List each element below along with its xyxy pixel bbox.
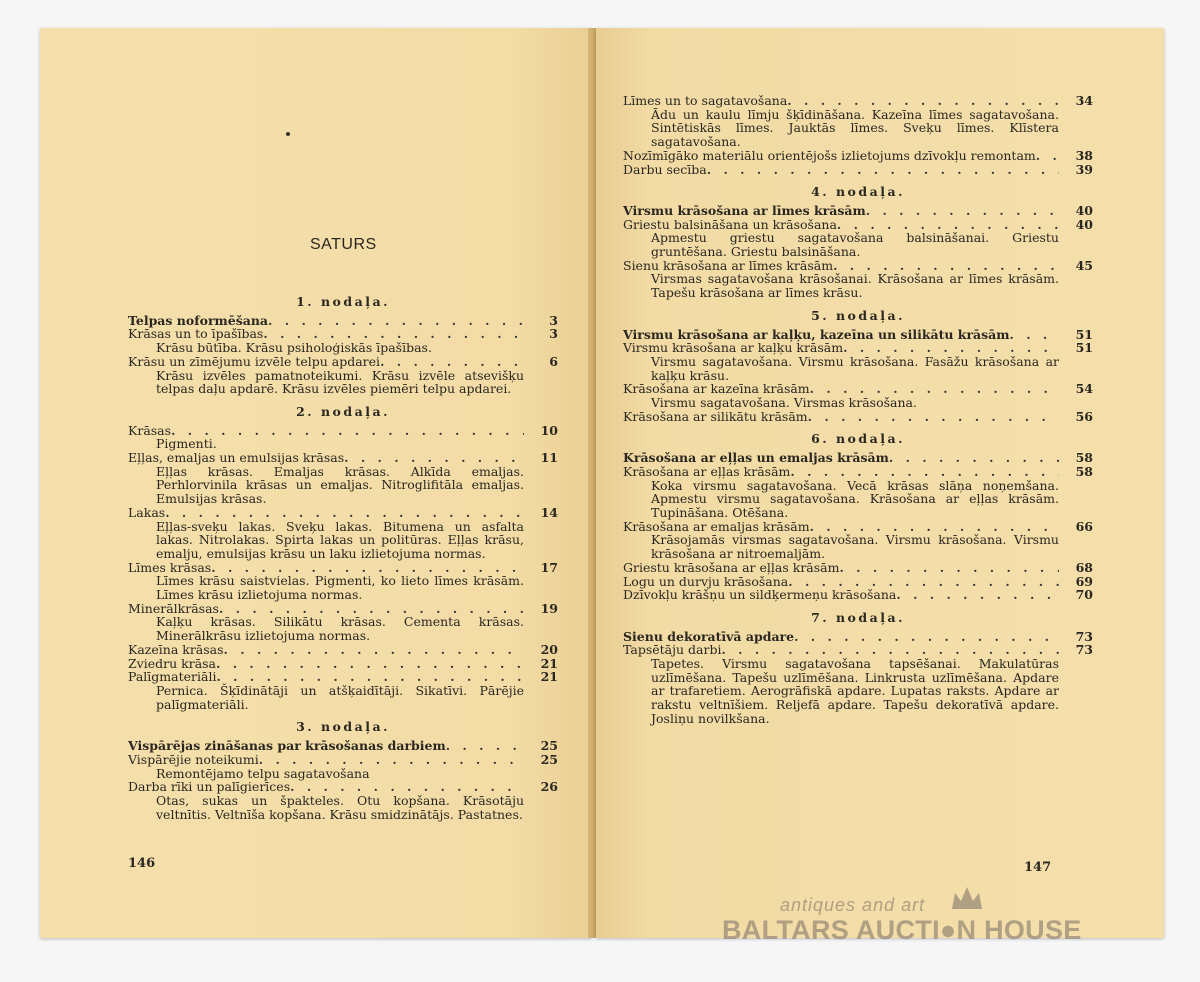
toc-entry-title: Palīgmateriāli [128, 669, 217, 685]
toc-entry-title: Griestu balsināšana un krāsošana [623, 216, 837, 232]
watermark-tagline: antiques and art [780, 895, 926, 915]
chapter-heading: 5. nodaļa. [811, 307, 905, 323]
toc-entry-line [128, 314, 558, 328]
toc-entry-line [128, 451, 558, 465]
toc-entry-subtopics: Otas, sukas un špakteles. Otu kopšana. Krāsotāju veltnītis. Veltnīša kopšana. Krāsu smidzinātājs. Pastatnes. [156, 792, 524, 822]
left-page [40, 28, 592, 938]
toc-entry-subtopics: Krāsu izvēles pamatnoteikumi. Krāsu izvēle atsevišķu telpas daļu apdarē. Krāsu izvēles piemēri telpu apdarei. [156, 367, 524, 397]
toc-entry-subtopics: Apmestu griestu sagatavošana balsināšanai. Griestu gruntēšana. Griestu balsināšana. [651, 230, 1059, 260]
toc-entry-line [623, 328, 1093, 342]
toc-page-number: 66 [1075, 518, 1093, 534]
toc-entry-line [623, 520, 1093, 534]
toc-entry [623, 218, 1093, 259]
toc-entry-subtopics: Virsmu sagatavošana. Virsmu krāsošana. Fasāžu krāsošana ar kaļķu krāsu. [651, 353, 1059, 383]
dot-leader [216, 670, 524, 684]
toc-entry-title: Logu un durvju krāsošana [623, 573, 789, 589]
left-toc [128, 286, 558, 821]
toc-page-number: 3 [549, 326, 558, 342]
toc-entry-line [623, 410, 1093, 424]
toc-entry-line [128, 643, 558, 657]
chapter-heading: 4. nodaļa. [811, 184, 905, 200]
toc-page-number: 17 [540, 559, 558, 575]
toc-page-number: 51 [1075, 340, 1093, 356]
toc-entry-line [623, 575, 1093, 589]
page-number-right: 147 [1024, 860, 1052, 875]
toc-entry-title: Lakas [128, 504, 166, 520]
toc-entry [623, 630, 1093, 644]
toc-entry-title: Virsmu krāsošana ar kaļķu krāsām [623, 340, 844, 356]
toc-entry-title: Krāsošana ar silikātu krāsām [623, 408, 808, 424]
toc-page-number: 25 [540, 738, 558, 754]
dot-leader [211, 561, 524, 575]
toc-entry-line [128, 602, 558, 616]
toc-entry [128, 739, 558, 753]
toc-page-number: 51 [1075, 326, 1093, 342]
toc-entry [128, 670, 558, 711]
watermark [722, 895, 1122, 955]
toc-page-number: 20 [540, 641, 558, 657]
toc-page-number: 14 [540, 504, 558, 520]
toc-entry-line [623, 218, 1093, 232]
toc-entry [128, 506, 558, 561]
toc-page-number: 58 [1075, 450, 1093, 466]
toc-entry [128, 561, 558, 602]
dot-leader [219, 602, 524, 616]
toc-entry [623, 94, 1093, 149]
toc-entry [623, 465, 1093, 520]
toc-entry [623, 341, 1093, 382]
chapter-heading: 6. nodaļa. [811, 431, 905, 447]
toc-entry-title: Krāsošana ar kazeīna krāsām [623, 381, 810, 397]
ink-dot [286, 132, 290, 136]
toc-entry-title: Krāsošana ar emaljas krāsām [623, 518, 810, 534]
crown-icon [950, 885, 984, 911]
dot-leader [263, 327, 524, 341]
dot-leader [788, 575, 1059, 589]
toc-entry [128, 780, 558, 821]
toc-entry-title: Minerālkrāsas [128, 600, 219, 616]
dot-leader [1036, 149, 1059, 163]
toc-entry [128, 657, 558, 671]
contents-title: SATURS [310, 236, 377, 253]
toc-page-number: 73 [1075, 628, 1093, 644]
toc-entry-subtopics: Pigmenti. [156, 436, 217, 452]
dot-leader [290, 780, 524, 794]
toc-entry [623, 410, 1093, 424]
dot-leader [707, 163, 1059, 177]
toc-page-number: 58 [1075, 463, 1093, 479]
toc-page-number: 56 [1075, 408, 1093, 424]
toc-entry [128, 327, 558, 354]
toc-page-number: 40 [1075, 202, 1093, 218]
toc-entry-title: Sienu krāsošana ar līmes krāsām [623, 257, 834, 273]
dot-leader [839, 561, 1059, 575]
toc-page-number: 11 [540, 450, 558, 466]
toc-entry-line [623, 588, 1093, 602]
toc-entry-subtopics: Koka virsmu sagatavošana. Vecā krāsas slāņa noņemšana. Apmestu virsmu sagatavošana. Krāsošana ar eļļas krāsām. Tupināšana. Otēšana. [651, 477, 1059, 520]
toc-entry [128, 643, 558, 657]
toc-entry [623, 561, 1093, 575]
dot-leader [889, 451, 1059, 465]
chapter-heading: 2. nodaļa. [296, 403, 390, 419]
toc-entry-title: Vispārējas zināšanas par krāsošanas darbiem [128, 738, 446, 754]
toc-entry-line [623, 643, 1093, 657]
toc-entry-subtopics: Eļļas krāsas. Emaljas krāsas. Alkīda emaljas. Perhlorvinila krāsas un emaljas. Nitroglifitāla emaljas. Emulsijas krāsas. [156, 463, 524, 507]
chapter-heading: 1. nodaļa. [296, 294, 390, 309]
toc-entry-line [128, 670, 558, 684]
toc-entry-title: Griestu krāsošana ar eļļas krāsām [623, 559, 840, 575]
toc-entry-line [128, 355, 558, 369]
toc-entry-line [623, 465, 1093, 479]
toc-page-number: 68 [1075, 559, 1093, 575]
toc-entry-title: Telpas noformēšana [128, 312, 269, 328]
toc-entry [623, 259, 1093, 300]
toc-page-number: 19 [540, 600, 558, 616]
toc-entry-title: Krāsas un to īpašības [128, 326, 264, 342]
dot-leader [216, 657, 524, 671]
toc-entry-title: Krāsu un zīmējumu izvēle telpu apdarei [128, 353, 381, 369]
chapter-heading: 3. nodaļa. [296, 719, 390, 735]
toc-page-number: 21 [540, 669, 558, 685]
toc-entry-title: Dzīvokļu krāšņu un sildķermeņu krāsošana [623, 587, 897, 603]
toc-entry-line [623, 630, 1093, 644]
toc-page-number: 69 [1075, 573, 1093, 589]
toc-entry-line [623, 451, 1093, 465]
toc-entry [128, 355, 558, 396]
toc-entry-line [128, 561, 558, 575]
toc-page-number: 6 [549, 353, 558, 369]
dot-leader [268, 314, 524, 328]
toc-page-number: 10 [540, 422, 558, 438]
toc-entry-title: Kazeīna krāsas [128, 641, 224, 657]
toc-entry [623, 149, 1093, 163]
dot-leader [1010, 328, 1059, 342]
toc-entry-line [623, 382, 1093, 396]
dot-leader [896, 588, 1059, 602]
dot-leader [165, 506, 524, 520]
dot-leader [808, 410, 1059, 424]
toc-entry-title: Līmes krāsas [128, 559, 212, 575]
toc-entry-title: Krāsošana ar eļļas krāsām [623, 463, 791, 479]
toc-entry [623, 163, 1093, 177]
dot-leader [787, 94, 1059, 108]
toc-entry-line [623, 149, 1093, 163]
toc-entry-line [128, 424, 558, 438]
dot-leader [171, 424, 524, 438]
dot-leader [837, 218, 1059, 232]
toc-entry [128, 314, 558, 328]
toc-entry-line [623, 94, 1093, 108]
toc-entry-title: Sienu dekoratīvā apdare [623, 628, 795, 644]
toc-page-number: 73 [1075, 642, 1093, 658]
toc-entry-line [128, 739, 558, 753]
dot-leader [224, 643, 524, 657]
toc-entry [128, 451, 558, 506]
dot-leader [843, 341, 1059, 355]
toc-entry-title: Nozīmīgāko materiālu orientējošs izlietojums dzīvokļu remontam [623, 147, 1036, 163]
toc-entry-line [623, 561, 1093, 575]
toc-entry-line [623, 204, 1093, 218]
toc-entry-title: Virsmu krāsošana ar kaļķu, kazeīna un silikātu krāsām [623, 326, 1010, 342]
toc-entry-title: Vispārējie noteikumi [128, 751, 259, 767]
toc-entry-line [128, 753, 558, 767]
dot-leader [866, 204, 1059, 218]
toc-entry-subtopics: Krāsojamās virsmas sagatavošana. Virsmu krāsošana. Virsmu krāsošana ar nitroemaljām. [651, 532, 1059, 562]
toc-entry-line [128, 657, 558, 671]
toc-entry-subtopics: Ādu un kaulu līmju šķīdināšana. Kazeīna līmes sagatavošana. Sintētiskās līmes. Jauktās līmes. Sveķu līmes. Klīstera sagatavošana. [651, 106, 1059, 150]
toc-entry-line [128, 780, 558, 794]
toc-entry-subtopics: Līmes krāsu saistvielas. Pigmenti, ko lieto līmes krāsām. Līmes krāsu izlietojuma normas. [156, 573, 524, 603]
toc-entry-title: Darbu secība [623, 161, 707, 177]
toc-page-number: 25 [540, 751, 558, 767]
dot-leader [790, 465, 1059, 479]
toc-page-number: 39 [1075, 161, 1093, 177]
toc-entry-subtopics: Eļļas-sveķu lakas. Sveķu lakas. Bitumena un asfalta lakas. Nitrolakas. Spirta lakas un politūras. Eļļas krāsu, emalju, emulsijas krāsu un laku izlietojuma normas. [156, 518, 524, 561]
toc-entry [623, 588, 1093, 602]
chapter-heading: 7. nodaļa. [811, 609, 905, 625]
toc-entry [623, 328, 1093, 342]
toc-page-number: 3 [549, 312, 558, 328]
toc-entry-line [623, 163, 1093, 177]
toc-entry-title: Krāsošana ar eļļas un emaljas krāsām [623, 450, 889, 466]
toc-entry-title: Līmes un to sagatavošana [623, 93, 788, 108]
toc-page-number: 45 [1075, 257, 1093, 273]
toc-page-number: 70 [1075, 587, 1093, 603]
watermark-brand: BALTARS AUCTI●N HOUSE [722, 915, 1082, 945]
toc-entry [623, 204, 1093, 218]
toc-page-number: 54 [1075, 381, 1093, 397]
toc-entry-subtopics: Kaļķu krāsas. Silikātu krāsas. Cementa krāsas. Minerālkrāsu izlietojuma normas. [156, 614, 524, 644]
toc-entry [623, 520, 1093, 561]
toc-entry [128, 753, 558, 780]
toc-entry-title: Eļļas, emaljas un emulsijas krāsas [128, 450, 345, 466]
toc-entry-title: Krāsas [128, 422, 172, 438]
dot-leader [833, 259, 1059, 273]
toc-entry-subtopics: Virsmas sagatavošana krāsošanai. Krāsošana ar līmes krāsām. Tapešu krāsošana ar līmes krāsu. [651, 271, 1059, 301]
toc-page-number: 26 [540, 779, 558, 795]
toc-entry-subtopics: Tapetes. Virsmu sagatavošana tapsēšanai. Makulatūras uzlīmēšana. Tapešu uzlīmēšana. Linkrusta uzlīmēšana. Apdare ar trafaretiem. Aerogrāfiskā apdare. Lupatas raksts. Apdare ar rakstu veltnīšiem. Reljefā apdare. Tapešu dekoratīvā apdare. Josliņu novilkšana. [651, 656, 1059, 726]
toc-entry-subtopics: Pernica. Šķīdinātāji un atšķaidītāji. Sikatīvi. Pārējie palīgmateriāli. [156, 682, 524, 712]
toc-entry [623, 451, 1093, 465]
toc-page-number: 40 [1075, 216, 1093, 232]
dot-leader [446, 739, 524, 753]
toc-entry-line [128, 506, 558, 520]
page-number-left: 146 [128, 856, 156, 871]
dot-leader [721, 643, 1059, 657]
toc-entry-line [623, 341, 1093, 355]
dot-leader [810, 520, 1059, 534]
toc-entry [128, 602, 558, 643]
dot-leader [810, 382, 1059, 396]
toc-entry-title: Virsmu krāsošana ar līmes krāsām [623, 202, 866, 218]
toc-entry-subtopics: Remontējamo telpu sagatavošana [156, 765, 370, 781]
toc-page-number: 38 [1075, 147, 1093, 163]
right-toc [623, 94, 1093, 726]
toc-page-number: 21 [540, 655, 558, 671]
dot-leader [344, 451, 524, 465]
toc-page-number: 34 [1075, 93, 1093, 108]
right-page [596, 28, 1164, 938]
toc-entry [128, 424, 558, 451]
open-book [40, 28, 1165, 943]
toc-entry-line [128, 327, 558, 341]
toc-entry [623, 382, 1093, 409]
dot-leader [259, 753, 524, 767]
toc-entry-subtopics: Krāsu būtība. Krāsu psiholoģiskās īpašības. [156, 340, 432, 356]
toc-entry-line [623, 259, 1093, 273]
dot-leader [794, 630, 1059, 644]
toc-entry-subtopics: Virsmu sagatavošana. Virsmas krāsošana. [651, 395, 917, 411]
toc-entry [623, 643, 1093, 725]
toc-entry-title: Darba rīki un palīgierīces [128, 779, 291, 795]
dot-leader [380, 355, 524, 369]
toc-entry-title: Zviedru krāsa [128, 655, 217, 671]
toc-entry-title: Tapsētāju darbi [623, 642, 722, 658]
toc-entry [623, 575, 1093, 589]
